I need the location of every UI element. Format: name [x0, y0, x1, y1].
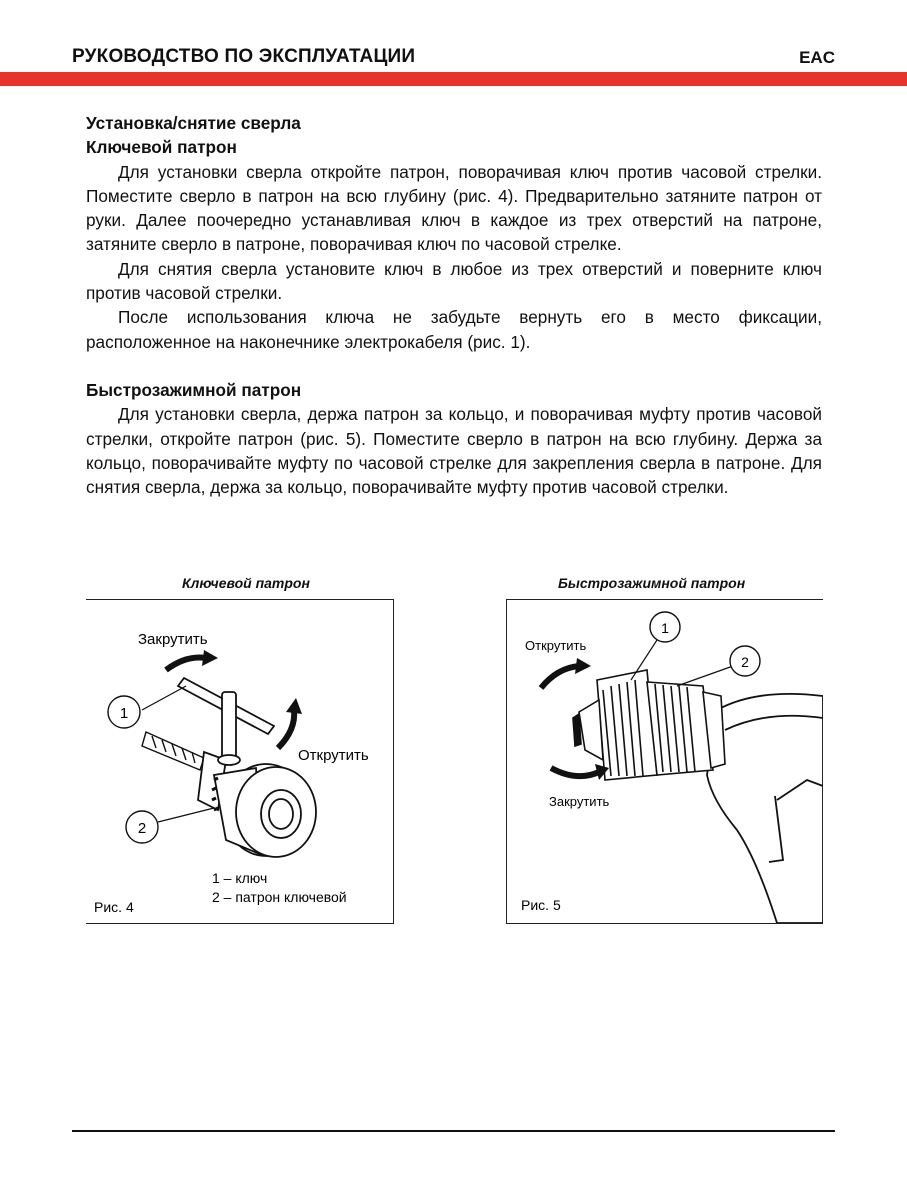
fig4-callout-2: 2	[137, 820, 147, 837]
keyed-paragraph-1: Для установки сверла откройте патрон, поворачивая ключ против часовой стрелки. Поместите сверло в патрон на всю глубину (рис. 4). Предварительно затяните патрон от руки. Далее поочередно устанавливая ключ в каждое из трех отверстий на патроне, затяните сверло в патроне, поворачивая ключ по часовой стрелке.	[86, 161, 822, 255]
tighten-arrow	[166, 658, 206, 671]
keyed-paragraph-3: После использования ключа не забудьте вернуть его в место фиксации, расположенное на наконечнике электрокабеля (рис. 1).	[86, 307, 822, 352]
fig5-callout-1: 1	[661, 620, 669, 636]
eac-mark: EAC	[799, 48, 835, 67]
section-title: Установка/снятие сверла	[86, 113, 301, 133]
fig4-label: Рис. 4	[94, 899, 134, 915]
fig4-loosen-label: Открутить	[298, 747, 369, 764]
fig5-frame	[506, 599, 823, 924]
header-red-bar	[0, 72, 907, 86]
drill-housing	[707, 694, 823, 923]
fig4-tighten-label: Закрутить	[138, 631, 208, 648]
fig5-callout-2: 2	[741, 654, 749, 670]
keyed-chuck-illustration	[86, 600, 393, 923]
keyless-chuck	[573, 670, 725, 780]
header-title: РУКОВОДСТВО ПО ЭКСПЛУАТАЦИИ	[72, 46, 416, 67]
loosen-arrow	[278, 710, 294, 748]
fig5-tighten-label: Закрутить	[549, 794, 610, 809]
fig5-caption: Быстрозажимной патрон	[558, 575, 746, 591]
fig4-legend-1: 1 – ключ	[212, 870, 268, 886]
loosen-arrow	[541, 666, 579, 688]
fig4-callout-1: 1	[119, 705, 129, 722]
fig4-legend-2: 2 – патрон ключевой	[212, 889, 347, 905]
chuck-body	[198, 752, 316, 857]
quick-chuck-illustration	[507, 600, 823, 923]
quick-paragraph-1: Для установки сверла, держа патрон за кольцо, и поворачивая муфту против часовой стрелки, откройте патрон (рис. 5). Поместите сверло в патрон на всю глубину. Держа за кольцо, поворачивайте муфту по часовой стрелке для закрепления сверла в патроне. Для снятия сверла, держа за кольцо, поворачивайте муфту против часовой стрелки.	[86, 404, 822, 498]
footer-rule	[72, 1130, 835, 1132]
tighten-arrow	[551, 768, 599, 776]
keyed-chuck-title: Ключевой патрон	[86, 137, 237, 158]
keyed-paragraph-2: Для снятия сверла установите ключ в любое из трех отверстий и поверните ключ против часовой стрелки.	[86, 258, 822, 304]
fig5-label: Рис. 5	[521, 897, 561, 913]
fig4-frame	[86, 599, 394, 924]
drill-bit	[142, 732, 204, 770]
quick-chuck-title: Быстрозажимной патрон	[86, 379, 302, 400]
fig4-caption: Ключевой патрон	[182, 575, 310, 591]
page-content	[86, 111, 822, 499]
fig5-loosen-label: Открутить	[525, 638, 587, 653]
